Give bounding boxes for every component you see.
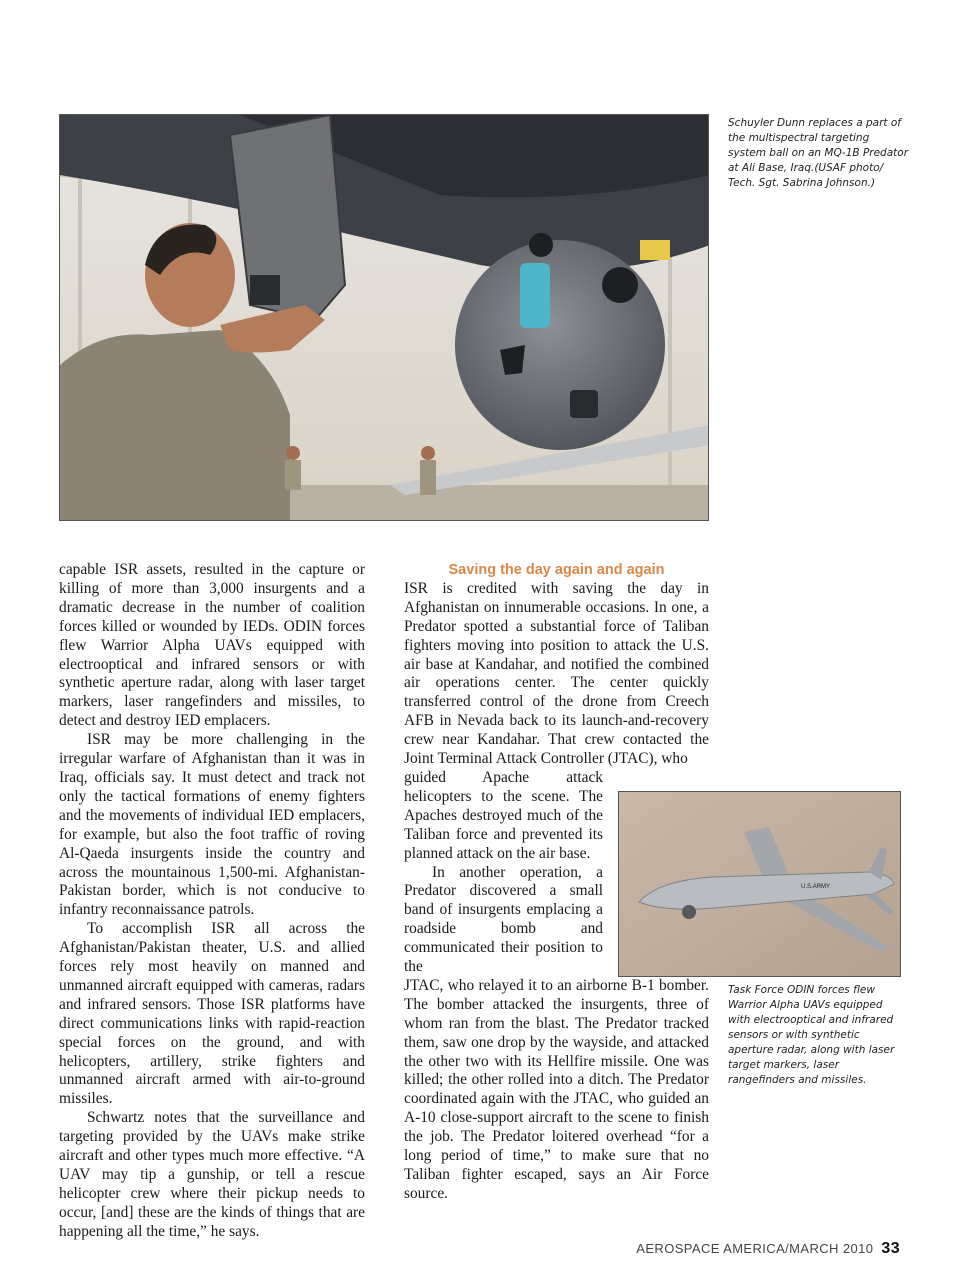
predator-sensor-illustration — [60, 115, 709, 521]
publication-name: AEROSPACE AMERICA/MARCH 2010 — [636, 1241, 874, 1256]
article-column-1 — [59, 561, 365, 1242]
predator-sensor-photo — [59, 114, 709, 521]
section-subhead: Saving the day again and again — [448, 562, 665, 578]
paragraph: ISR is credited with saving the day in Afghanistan on innumerable occasions. In one, a Predator spotted a substantial force of Taliban fighters moving into position to attack the U.S. air base at Kandahar, and notified the combined air operations center. The center quickly transferred control of the drone from Creech AFB in Nevada back to its launch-and-recovery crew near Kandahar. That crew contacted the Joint Terminal Attack Controller (JTAC), who — [404, 579, 709, 768]
paragraph: To accomplish ISR all across the Afghanistan/Pakistan theater, U.S. and allied forces rely most heavily on manned and unmanned aircraft equipped with cameras, radars and infrared sensors. Those ISR platforms have direct communications links with rapid-reaction special forces on the ground, and with helicopters, artillery, strike fighters and unmanned aircraft armed with air-to-ground missiles. — [59, 920, 365, 1108]
paragraph: ISR may be more challenging in the irregular warfare of Afghanistan than it was in Iraq, officials say. It must detect and track not only the tactical formations of enemy fighters and the movements of individual IED emplacers, for example, but also the foot traffic of roving Al-Qaeda insurgents inside the country and across the mountainous 1,500-mi. Afghanistan-Pakistan border, which is not conducive to infantry reconnaissance patrols. — [59, 731, 365, 919]
uav-illustration — [619, 792, 901, 977]
page-number: 33 — [881, 1240, 900, 1257]
paragraph: JTAC, who relayed it to an airborne B-1 bomber. The bomber attacked the insurgents, three of whom ran from the blast. The Predator tracked them, saw one drop by the wayside, and attacked the other two with its Hellfire missile. One was killed; the other rolled into a ditch. The Predator coordinated again with the JTAC, who guided an A-10 close-support aircraft to the scene to finish the job. The Predator loitered overhead “for a long period of time,” to make sure that no Taliban fighter escaped, says an Air Force source. — [404, 976, 709, 1202]
top-photo-caption: Schuyler Dunn replaces a part of the multispectral targeting system ball on an MQ-1B Predator at Ali Base, Iraq.(USAF photo/ Tech. Sgt. Sabrina Johnson.) — [728, 117, 909, 189]
uav-photo-caption: Task Force ODIN forces flew Warrior Alpha UAVs equipped with electrooptical and infrared sensors or with synthetic aperture radar, along with laser target markers, laser rangefinders and missiles. — [728, 984, 895, 1086]
aircraft-marking: U.S.ARMY — [801, 884, 831, 890]
page-footer — [636, 1240, 900, 1258]
paragraph: capable ISR assets, resulted in the capture or killing of more than 3,000 insurgents and a dramatic decrease in the number of coalition forces killed or wounded by IEDs. ODIN forces flew Warrior Alpha UAVs equipped with electrooptical and infrared sensors or with synthetic aperture radar, along with laser target markers, laser rangefinders and missiles, to detect and destroy IED emplacers. — [59, 561, 365, 730]
paragraph-wrapped: In another operation, a Predator discovered a small band of insurgents emplacing a roadside bomb and communicated their position to the — [404, 863, 603, 976]
paragraph-wrapped: guided Apache attack helicopters to the scene. The Apaches destroyed much of the Taliban force and prevented its planned attack on the air base. — [404, 768, 603, 862]
warrior-alpha-uav-photo — [618, 791, 901, 977]
paragraph: Schwartz notes that the surveillance and targeting provided by the UAVs make strike aircraft and other types much more effective. “A UAV may tip a gunship, or tell a rescue helicopter crew where their pickup needs to occur, [and] these are the kinds of things that are happening all the time,” he says. — [59, 1109, 365, 1240]
